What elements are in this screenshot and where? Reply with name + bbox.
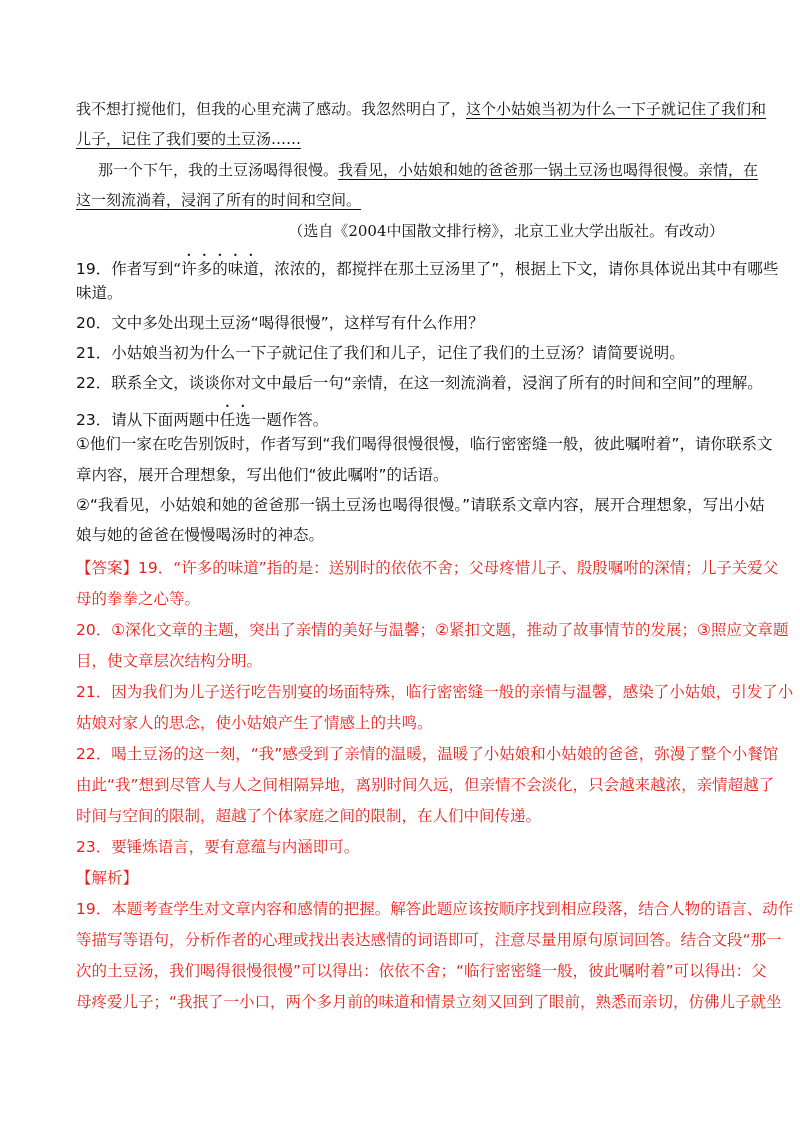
underlined-sentence: 我看见，小姑娘和她的爸爸那一锅土豆汤也喝得很慢。亲情，在 [338,161,759,179]
answer-20: 20．①深化文章的主题，突出了亲情的美好与温馨；②紧扣文题，推动了故事情节的发展；③照应文章题 [76,621,789,639]
question-text: 23．请从下面两题中 [76,411,220,429]
answer-21: 21．因为我们为儿子送行吃告别宴的场面特殊，临行密密缝一般的亲情与温馨，感染了小姑娘，引发了小 [76,683,794,701]
underlined-sentence: 这一刻流淌着，浸润了所有的时间和空间。 [76,191,362,209]
answer-21-cont: 姑娘对家人的思念，使小姑娘产生了情感上的共鸣。 [76,714,433,732]
underlined-sentence: 儿子，记住了我们要的土豆汤…… [76,130,302,148]
passage-line-3 [98,158,759,182]
question-text: 一题作答。 [250,411,329,429]
emphasized-text: 许多的味道 [181,260,259,278]
question-23-option-2-cont: 娘与她的爸爸在慢慢喝汤时的神态。 [76,526,325,544]
analysis-line-2: 等描写等语句，分析作者的心理或找出表达感情的词语即可，注意尽量用原句原词回答。结合文段“那一 [76,931,782,949]
passage-text: 那一个下午，我的土豆汤喝得很慢。 [98,161,339,179]
answer-22-cont-2: 时间与空间的限制，超越了个体家庭之间的限制，在人们中间传递。 [76,807,542,825]
question-19-cont: 味道。 [76,284,123,302]
answer-20-cont: 目，使文章层次结构分明。 [76,652,263,670]
passage-text: 我不想打搅他们，但我的心里充满了感动。我忽然明白了， [76,100,467,118]
question-text: ，浓浓的，都搅拌在那土豆汤里了”，根据上下文，请你具体说出其中有哪些 [258,260,779,278]
passage-line-1 [76,97,767,121]
analysis-line-1: 19．本题考查学生对文章内容和感情的把握。解答此题应该按顺序找到相应段落，结合人物的语言、动作 [76,900,794,918]
answer-19-cont: 母的拳拳之心等。 [76,590,201,608]
answer-text: 19．“许多的味道”指的是：送别时的依依不舍；父母疼惜儿子、殷殷嘱咐的深情；儿子关爱父 [138,559,779,577]
question-21: 21．小姑娘当初为什么一下子就记住了我们和儿子，记住了我们的土豆汤？请简要说明。 [76,344,685,362]
question-22: 22．联系全文，谈谈你对文中最后一句“亲情，在这一刻流淌着，浸润了所有的时间和空间”的理解。 [76,374,763,392]
answer-23: 23．要锤炼语言，要有意蕴与内涵即可。 [76,838,360,856]
question-23-option-2: ②“我看见，小姑娘和她的爸爸那一锅土豆汤也喝得很慢。”请联系文章内容，展开合理想象，写出小姑 [76,496,765,514]
question-text: 19．作者写到“ [76,260,182,278]
analysis-line-4: 母疼爱儿子；“我抿了一小口，两个多月前的味道和情景立刻又回到了眼前，熟悉而亲切，仿佛儿子就坐 [76,993,782,1011]
passage-source: （选自《2004中国散文排行榜》，北京工业大学出版社。有改动） [288,222,724,240]
question-23-option-1-cont: 章内容，展开合理想象，写出他们“彼此嘱咐”的话语。 [76,466,449,484]
passage-line-4 [76,188,724,212]
answer-22-cont-1: 由此“我”想到尽管人与人之间相隔异地，离别时间久远，但亲情不会淡化，只会越来越浓，亲情超越了 [76,776,775,794]
question-23-option-1: ①他们一家在吃告别饭时，作者写到“我们喝得很慢很慢，临行密密缝一般，彼此嘱咐着”，请你联系文 [76,435,773,453]
question-19 [76,251,779,281]
question-20: 20．文中多处出现土豆汤“喝得很慢”，这样写有什么作用？ [76,314,484,332]
emphasized-text: 任选 [219,411,251,429]
underlined-sentence: 这个小姑娘当初为什么一下子就记住了我们和 [466,100,767,118]
passage-line-2 [76,127,724,151]
answer-19 [76,556,779,580]
question-23 [76,402,724,432]
analysis-label: 【解析】 [76,869,139,887]
answer-label: 【答案】 [76,559,139,577]
analysis-line-3: 次的土豆汤，我们喝得很慢很慢”可以得出：依依不舍；“临行密密缝一般，彼此嘱咐着”可以得出：父 [76,962,767,980]
answer-22: 22．喝土豆汤的这一刻，“我”感受到了亲情的温暖，温暖了小姑娘和小姑娘的爸爸，弥漫了整个小餐馆 [76,745,779,763]
